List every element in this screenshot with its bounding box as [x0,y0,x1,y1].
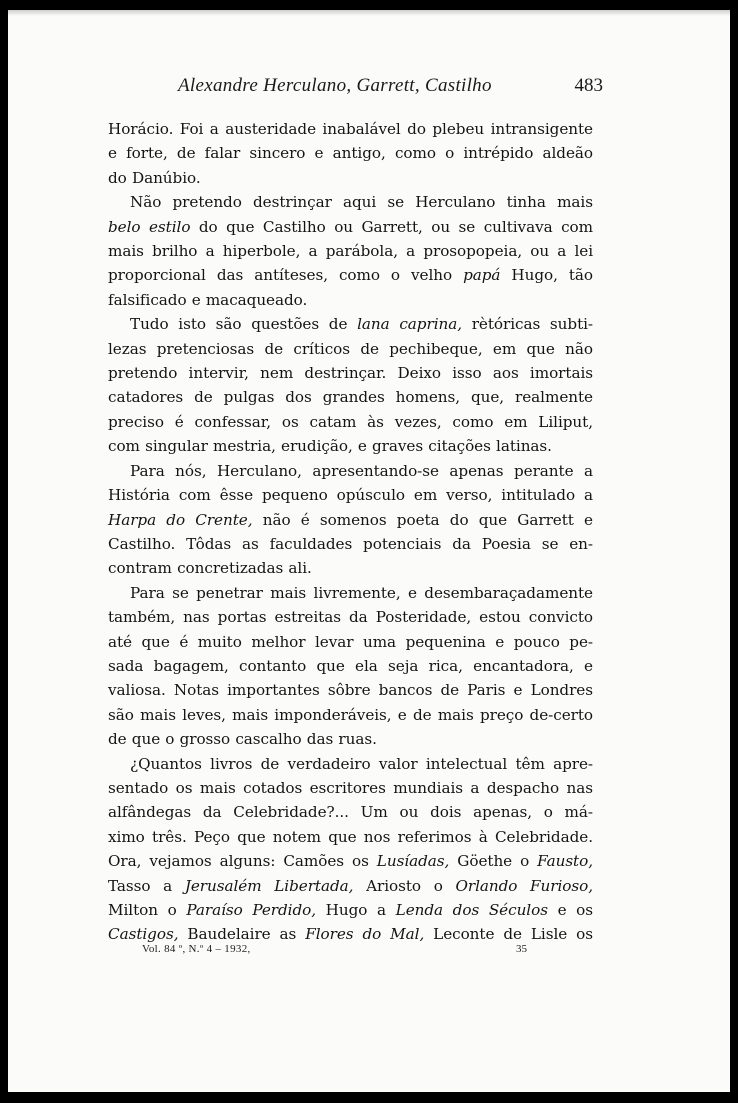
running-header [108,75,603,107]
text-run: Hugo a [316,901,396,919]
text-run: do Danúbio. [108,168,201,187]
italic-text: Lusíadas, [376,852,450,871]
text-line [108,166,593,190]
text-line [108,361,593,385]
text-line [108,410,593,434]
text-run: Hugo, tão [500,266,593,285]
text-run: com singular mestria, erudição, e graves citações latinas. [108,437,552,456]
paragraph [108,117,593,190]
text-line [108,776,593,800]
text-line [108,117,593,141]
text-run: Castilho. Tôdas as faculdades potenciais da Poesia se en- [108,534,593,553]
text-run: alfândegas da Celebridade?... Um ou dois apenas, o má- [108,803,593,822]
text-run: Ariosto o [353,876,456,895]
text-line [108,434,593,458]
text-line [108,752,593,776]
paragraph [108,581,593,752]
text-run: Não pretendo destrinçar aqui se Herculano tinha mais [130,193,593,212]
text-run: Para nós, Herculano, apresentando-se apenas perante a [130,461,593,480]
text-run: até que é muito melhor levar uma pequenina e pouco pe- [108,632,593,651]
text-run: Baudelaire as [178,925,306,944]
text-line [108,215,593,239]
page-top-shadow [8,10,730,16]
italic-text: Orlando Furioso, [455,876,593,895]
paragraph [108,752,593,947]
footer-signature-mark: 35 [516,943,527,955]
text-line [108,263,593,287]
text-run: Tudo isto são questões de [130,315,358,334]
text-line [108,532,593,556]
text-line [108,703,593,727]
italic-text: Jerusalém Libertada, [184,876,354,895]
text-line [108,483,593,507]
text-run: mais brilho a hiperbole, a parábola, a prosopopeia, ou a lei [108,242,593,261]
text-line [108,288,593,312]
text-line [108,312,593,336]
text-run: e forte, de falar sincero e antigo, como o intrépido aldeão [108,144,593,163]
text-line [108,508,593,532]
text-line [108,800,593,824]
italic-text: Castigos, [108,925,179,944]
running-title: Alexandre Herculano, Garrett, Castilho [178,75,492,96]
text-line [108,337,593,361]
text-run: ¿Quantos livros de verdadeiro valor intelectual têm apre- [130,754,593,773]
text-line [108,727,593,751]
text-line [108,605,593,629]
page-number: 483 [574,75,603,96]
paragraph [108,312,593,458]
footer-volume-info: Vol. 84 º, N.º 4 – 1932, [142,943,251,955]
text-run: pretendo intervir, nem destrinçar. Deixo isso aos imortais [108,364,593,383]
text-line [108,825,593,849]
text-run: Ora, vejamos alguns: Camões os [108,852,377,871]
italic-text: papá [463,266,501,285]
text-run: rètóricas subti- [462,315,594,334]
text-line [108,654,593,678]
text-line [108,459,593,483]
text-run: e os [547,901,594,919]
text-line [108,190,593,214]
text-run: Tasso a [108,876,185,895]
text-line [108,239,593,263]
text-run: contram concretizadas ali. [108,559,312,578]
page-footer [142,943,527,963]
text-run: Leconte de Lisle os [424,925,593,944]
text-line [108,630,593,654]
text-run: catadores de pulgas dos grandes homens, que, realmente [108,388,593,407]
text-run: proporcional das antíteses, como o velho [108,266,464,285]
italic-text: Fausto, [537,852,593,871]
body-text [108,117,593,947]
text-run: Para se penetrar mais livremente, e desembaraçadamente [130,583,593,602]
text-run: de que o grosso cascalho das ruas. [108,730,377,749]
text-run: lezas pretenciosas de críticos de pechibeque, em que não [108,339,593,358]
text-run: ximo três. Peço que notem que nos referimos à Celebridade. [108,827,593,846]
italic-text: Lenda dos Séculos [395,901,548,919]
text-run: Göethe o [449,852,538,871]
paragraph [108,459,593,581]
italic-text: Harpa do Crente, [108,510,253,529]
text-run: História com êsse pequeno opúsculo em verso, intitulado a [108,486,593,505]
text-run: Milton o [108,901,187,919]
text-run: sentado os mais cotados escritores mundiais a despacho nas [108,778,593,797]
text-line [108,874,593,898]
text-run: também, nas portas estreitas da Posteridade, estou convicto [108,608,593,627]
text-line [108,141,593,165]
text-line [108,849,593,873]
text-line [108,678,593,702]
text-line [108,556,593,580]
italic-text: Flores do Mal, [305,925,425,944]
text-line [108,898,593,922]
text-run: Horácio. Foi a austeridade inabalável do plebeu intransigente [108,120,593,138]
italic-text: Paraíso Perdido, [186,901,317,919]
text-run: não é somenos poeta do que Garrett e [252,510,593,529]
text-line [108,581,593,605]
text-run: sada bagagem, contanto que ela seja rica, encantadora, e [108,656,593,675]
text-run: preciso é confessar, os catam às vezes, como em Liliput, [108,412,593,431]
text-run: valiosa. Notas importantes sôbre bancos de Paris e Londres [108,681,593,700]
text-run: do que Castilho ou Garrett, ou se cultivava com [190,217,593,236]
text-line [108,385,593,409]
book-page [8,10,730,1092]
text-run: falsificado e macaqueado. [108,290,308,309]
italic-text: belo estilo [108,217,191,236]
text-run: são mais leves, mais imponderáveis, e de mais preço de-certo [108,705,593,724]
paragraph [108,190,593,312]
italic-text: lana caprina, [357,315,463,334]
